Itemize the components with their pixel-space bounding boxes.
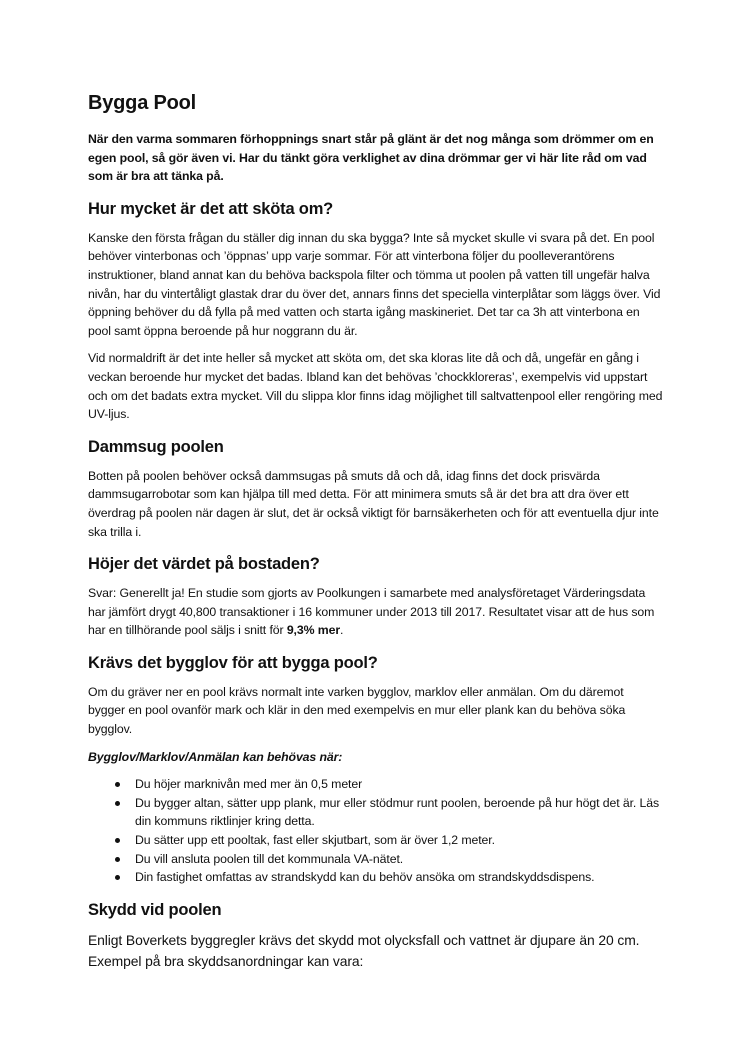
value-paragraph xyxy=(88,584,663,640)
bullet-icon xyxy=(115,875,120,880)
page-title: Bygga Pool xyxy=(88,92,197,114)
document-body xyxy=(88,88,663,981)
care-paragraph-2: Vid normaldrift är det inte heller så mycket att sköta om, det ska kloras lite då och då, ungefär en gång i veckan beroende hur mycket det badas. Ibland kan det behövas ’chockkloreras’, exempelvis vid uppstart och om det badats extra mycket. Vill du slippa klor finns idag möjlighet till saltvattenpool eller rengöring med UV-ljus. xyxy=(88,351,663,422)
bullet-icon xyxy=(115,782,120,787)
section-heading-care: Hur mycket är det att sköta om? xyxy=(88,199,334,218)
permit-list xyxy=(88,775,663,887)
value-paragraph-end: . xyxy=(340,623,344,638)
bullet-icon xyxy=(115,801,120,806)
lead-paragraph: När den varma sommaren förhoppnings snart står på glänt är det nog många som drömmer om en egen pool, så gör även vi. Har du tänkt göra verklighet av dina drömmar ger vi här lite råd om vad som är bra att tänka på. xyxy=(88,132,654,184)
list-item: Du bygger altan, sätter upp plank, mur eller stödmur runt poolen, beroende på hur högt det är. Läs din kommuns riktlinjer kring detta. xyxy=(88,794,663,831)
vacuum-paragraph: Botten på poolen behöver också dammsugas på smuts då och då, idag finns det dock prisvärda dammsugarrobotar som kan hjälpa till med detta. För att minimera smuts så är det bra att dra över ett överdrag på poolen när dagen är slut, det är också viktigt för barnsäkerheten och för att eventuella djur inte ska trilla i. xyxy=(88,468,659,539)
value-paragraph-text: Svar: Generellt ja! En studie som gjorts av Poolkungen i samarbete med analysföretaget Värderingsdata har jämfört drygt 40,800 transaktioner i 16 kommuner under 2013 till 2017. Resultatet visar att de hus som har en tillhörande pool säljs i snitt för xyxy=(88,586,655,638)
section-heading-permit: Krävs det bygglov för att bygga pool? xyxy=(88,653,378,672)
value-highlight: 9,3% mer xyxy=(286,623,341,638)
safety-paragraph: Enligt Boverkets byggregler krävs det skydd mot olycksfall och vattnet är djupare än 20 cm. Exempel på bra skyddsanordningar kan vara: xyxy=(88,931,640,969)
list-item: Du vill ansluta poolen till det kommunala VA-nätet. xyxy=(88,850,663,869)
care-paragraph-1: Kanske den första frågan du ställer dig innan du ska bygga? Inte så mycket skulle vi svara på det. En pool behöver vinterbonas och ’öppnas’ upp varje sommar. För att vinterbona följer du poolleverantörens instruktioner, bland annat kan du behöva backspola filter och tömma ut poolen på vatten till ungefär halva nivån, har du vintertåligt glastak drar du över det, annars finns det speciella vinterplåtar som läggs över. Vid öppning behöver du då fylla på med vatten och starta igång maskineriet. Det tar ca 3h att vinterbona en pool samt öppna beroende på hur noggrann du är. xyxy=(88,230,661,338)
bullet-icon xyxy=(115,857,120,862)
permit-subheading: Bygglov/Marklov/Anmälan kan behövas när: xyxy=(88,749,343,764)
bullet-icon xyxy=(115,838,120,843)
section-heading-vacuum: Dammsug poolen xyxy=(88,437,224,456)
list-item: Du höjer marknivån med mer än 0,5 meter xyxy=(88,775,663,794)
section-heading-safety: Skydd vid poolen xyxy=(88,900,222,919)
section-heading-value: Höjer det värdet på bostaden? xyxy=(88,555,320,574)
list-item: Du sätter upp ett pooltak, fast eller skjutbart, som är över 1,2 meter. xyxy=(88,831,663,850)
list-item: Din fastighet omfattas av strandskydd kan du behöv ansöka om strandskyddsdispens. xyxy=(88,868,663,887)
permit-paragraph: Om du gräver ner en pool krävs normalt inte varken bygglov, marklov eller anmälan. Om du däremot bygger en pool ovanför mark och klär in den med exempelvis en mur eller plank kan du behöva söka bygglov. xyxy=(88,684,626,737)
